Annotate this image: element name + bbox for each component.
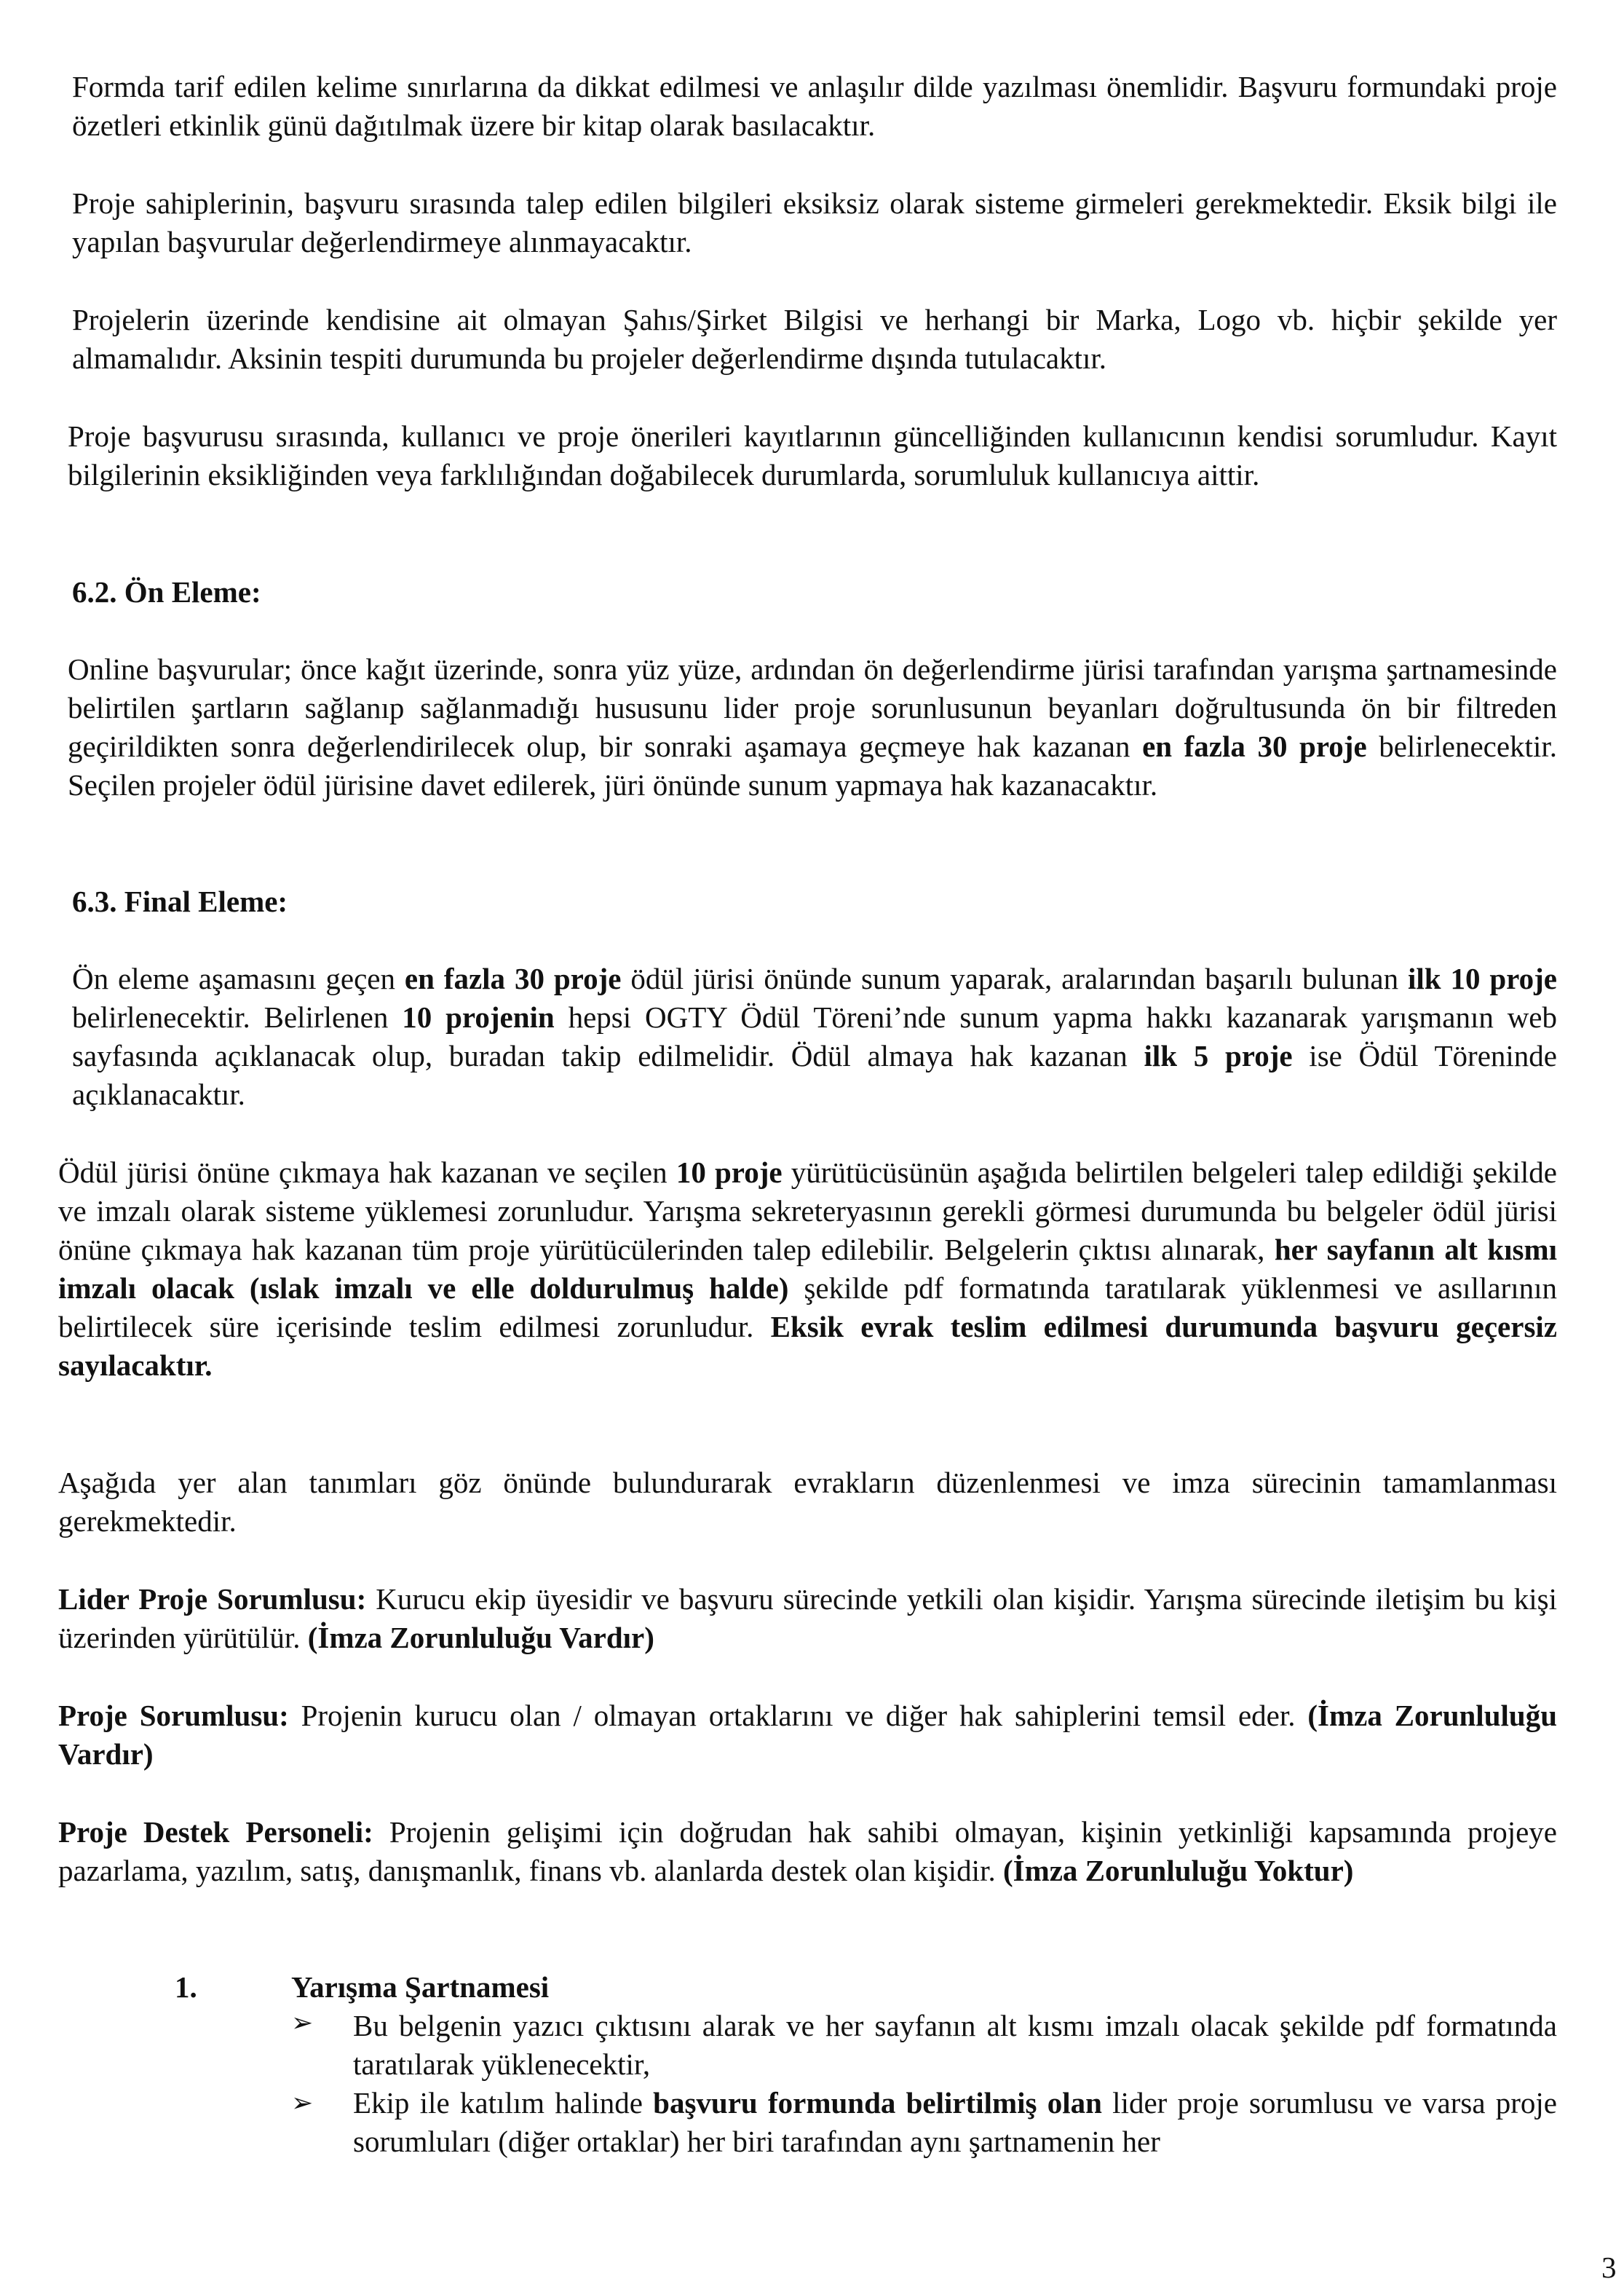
text: şekilde pdf formatında taratılarak yüklenmesi ve asıllarının belirtilecek süre içerisinde teslim edilmesi zorunludur. (58, 1271, 1557, 1343)
bullet-arrow-icon: ➢ (291, 2088, 314, 2118)
text: belirlenecektir. Belirlenen (72, 1000, 403, 1034)
paragraph-no-brand-info: Projelerin üzerinde kendisine ait olmayan Şahıs/Şirket Bilgisi ve herhangi bir Marka, Logo vb. hiçbir şekilde yer almamalıdır. Aksinin tespiti durumunda bu projeler değerlendirme dışında tutulacaktır. (72, 303, 1557, 375)
bold-text: en fazla 30 proje (1142, 730, 1367, 763)
bold-text: başvuru formunda belirtilmiş olan (653, 2086, 1102, 2120)
text: ise Ödül Töreninde açıklanacaktır. (72, 1039, 1557, 1111)
signature-note: (İmza Zorunluluğu Vardır) (307, 1621, 654, 1654)
section-6-3-body (72, 960, 1557, 1114)
list-item-title: Yarışma Şartnamesi (291, 1970, 550, 2004)
paragraph-user-responsibility: Proje başvurusu sırasında, kullanıcı ve proje önerileri kayıtlarının güncelliğinden kullanıcının kendisi sorumludur. Kayıt bilgilerinin eksikliğinden veya farklılığından doğabilecek durumlarda, sorumluluk kullanıcıya aittir. (68, 419, 1557, 491)
text: Ön eleme aşamasını geçen (72, 962, 405, 995)
section-6-2-body (68, 650, 1557, 805)
bold-text: 10 proje (676, 1156, 783, 1189)
text: yürütücüsünün aşağıda belirtilen belgeleri talep edildiği şekilde ve imzalı olarak sisteme yüklemesi zorunludur. Yarışma sekreteryasının gerekli görmesi durumunda bu belgeler ödül jürisi önüne çıkmaya hak kazanan tüm proje yürütücülerinden talep edilebilir. Belgelerin çıktısı alınarak, (58, 1156, 1557, 1266)
text: ödül jürisi önünde sunum yaparak, aralarından başarılı bulunan (621, 962, 1408, 995)
page-number: 3 (1601, 2251, 1617, 2284)
definition-proje-destek-personeli (58, 1813, 1557, 1890)
signature-note: (İmza Zorunluluğu Yoktur) (1002, 1854, 1354, 1887)
list-item-number: 1. (175, 1970, 197, 2004)
bold-text: Eksik evrak teslim edilmesi durumunda başvuru geçersiz sayılacaktır. (58, 1310, 1557, 1382)
section-6-3-heading: 6.3. Final Eleme: (72, 885, 288, 918)
bullet-arrow-icon: ➢ (291, 2008, 314, 2038)
definitions-intro: Aşağıda yer alan tanımları göz önünde bulundurarak evrakların düzenlenmesi ve imza sürecinin tamamlanması gerekmektedir. (58, 1466, 1557, 1538)
section-6-2-heading: 6.2. Ön Eleme: (72, 575, 261, 609)
definition-text: Kurucu ekip üyesidir ve başvuru sürecinde yetkili olan kişidir. Yarışma sürecinde iletişim bu kişi üzerinden yürütülür. (58, 1582, 1557, 1654)
text: Ödül jürisi önüne çıkmaya hak kazanan ve seçilen (58, 1156, 676, 1189)
text: hepsi OGTY Ödül Töreni’nde sunum yapma hakkı kazanarak yarışmanın web sayfasında açıklanacak olup, buradan takip edilmelidir. Ödül almaya hak kazanan (72, 1000, 1558, 1073)
bold-text: 10 projenin (402, 1000, 555, 1034)
text: Online başvurular; önce kağıt üzerinde, sonra yüz yüze, ardından ön değerlendirme jürisi tarafından yarışma şartnamesinde belirtilen şartların sağlanıp sağlanmadığı hususunu lider proje sorunlusunun beyanları doğrultusunda ön bir filtreden geçirildikten sonra değerlendirilecek olup, bir sonraki aşamaya geçmeye hak kazanan (68, 652, 1557, 763)
bold-text: ilk 10 proje (1407, 962, 1557, 995)
definition-term: Proje Destek Personeli: (58, 1815, 373, 1849)
paragraph-form-word-limits: Formda tarif edilen kelime sınırlarına da dikkat edilmesi ve anlaşılır dilde yazılması önemlidir. Başvuru formundaki proje özetleri etkinlik günü dağıtılmak üzere bir kitap olarak basılacaktır. (72, 70, 1557, 142)
definition-proje-sorumlusu (58, 1697, 1557, 1774)
bullet-item (353, 2084, 1557, 2161)
definition-term: Proje Sorumlusu: (58, 1699, 289, 1732)
bold-text: ilk 5 proje (1144, 1039, 1293, 1073)
paragraph-complete-info: Proje sahiplerinin, başvuru sırasında talep edilen bilgileri eksiksiz olarak sisteme girmeleri gerekmektedir. Eksik bilgi ile yapılan başvurular değerlendirmeye alınmayacaktır. (72, 186, 1557, 258)
text: belirlenecektir. Seçilen projeler ödül jürisine davet edilerek, jüri önünde sunum yapmaya hak kazanacaktır. (68, 730, 1557, 802)
text: Ekip ile katılım halinde (353, 2086, 654, 2120)
text: lider proje sorumlusu ve varsa proje sorumluları (diğer ortaklar) her biri tarafından aynı şartnamenin her (353, 2086, 1557, 2158)
definition-text: Projenin kurucu olan / olmayan ortaklarını ve diğer hak sahiplerini temsil eder. (288, 1699, 1308, 1732)
bullet-item: Bu belgenin yazıcı çıktısını alarak ve her sayfanın alt kısmı imzalı olacak şekilde pdf formatında taratılarak yüklenecektir, (353, 2009, 1557, 2081)
signature-note: (İmza Zorunluluğu Vardır) (58, 1699, 1557, 1771)
bold-text: her sayfanın alt kısmı imzalı olacak (ıslak imzalı ve elle doldurulmuş halde) (58, 1233, 1557, 1305)
documents-paragraph (58, 1153, 1557, 1385)
definition-term: Lider Proje Sorumlusu: (58, 1582, 367, 1616)
definition-lider-proje-sorumlusu (58, 1580, 1557, 1657)
bold-text: en fazla 30 proje (404, 962, 622, 995)
definition-text: Projenin gelişimi için doğrudan hak sahibi olmayan, kişinin yetkinliği kapsamında projeye pazarlama, yazılım, satış, danışmanlık, finans vb. alanlarda destek olan kişidir. (58, 1815, 1557, 1887)
